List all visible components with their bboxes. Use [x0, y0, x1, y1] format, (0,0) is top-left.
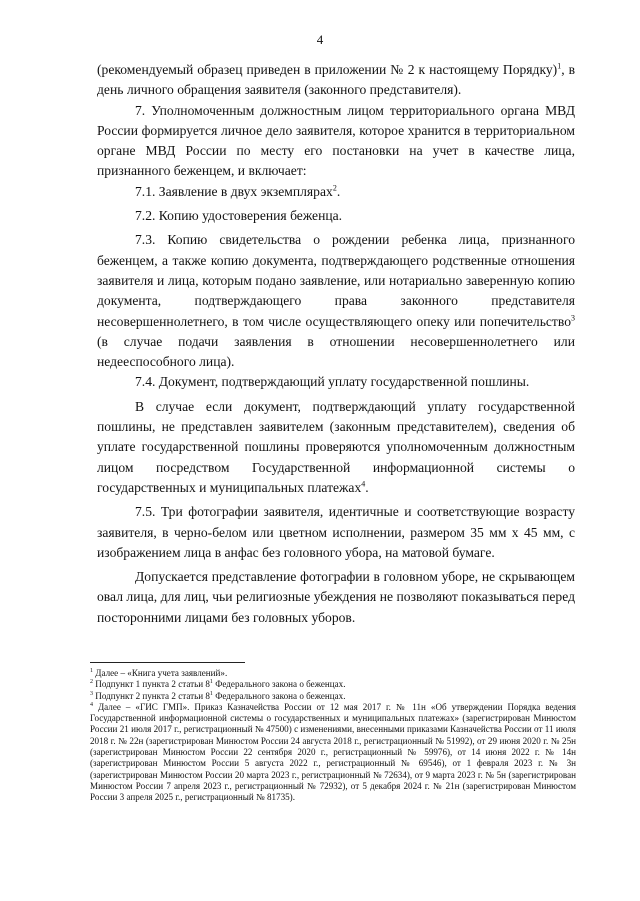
footnote-ref-4: 4 [361, 479, 366, 489]
footnote-3: $^3$ Подпункт 2 пункта 2 статьи $8^1$ Федерального закона о беженцах. [90, 690, 346, 701]
paragraph-headwear: Допускается представление фотографии в головном уборе, не скрывающем овал лица, для лиц, чьи религиозные убеждения не позволяют показываться перед посторонними лицами без головных уборов. [97, 569, 575, 625]
footnote-ref-3: 3 [571, 313, 575, 323]
footnote-ref-2: 2 [332, 183, 337, 193]
footnote-divider [90, 662, 245, 663]
paragraph-item-7-1: 7.1. Заявление в двух экземплярах$^2$. [135, 183, 341, 199]
paragraph-continuation: (рекомендуемый образец приведен в приложении № 2 к настоящему Порядку)$^1$, в день личного обращения заявителя (законного представителя). [97, 61, 575, 98]
page-number: 4 [316, 32, 324, 47]
footnote-4: $^4$ Далее – «ГИС ГМП». Приказ Казначейства России от 12 мая 2017 г. № 11н «Об утверждении Порядка ведения Государственной информационной системы о государственных и муниципальных платежах» (зарегистрирован Минюстом России 21 июля 2017 г., регистрационный № 47500) с изменениями, внесенными приказами Казначейства России от 11 июля 2018 г. № 22н (зарегистрирован Минюстом России 24 августа 2018 г., регистрационный № 51992), от 29 июня 2020 г. № 25н (зарегистрирован Минюстом России 22 сентября 2020 г., регистрационный № 59976), от 14 июня 2022 г. № 14н (зарегистрирован Минюстом России 5 августа 2022 г., регистрационный № 69546), от 1 февраля 2023 г. № 3н (зарегистрирован Минюстом России 20 марта 2023 г., регистрационный № 72634), от 9 марта 2023 г. № 5н (зарегистрирован Минюстом России 7 апреля 2023 г., регистрационный № 72932), от 5 декабря 2024 г. № 21н (зарегистрирован Минюстом России 3 апреля 2025 г., регистрационный № 81735). [90, 701, 576, 803]
footnote-ref-1: 1 [557, 61, 562, 71]
paragraph-item-7-5: 7.5. Три фотографии заявителя, идентичные и соответствующие возрасту заявителя, в черно-белом или цветном исполнении, размером 35 мм х 45 мм, с изображением лица в анфас без головного убора, на матовой бумаге. [97, 504, 575, 560]
paragraph-item-7: 7. Уполномоченным должностным лицом территориального органа МВД России формируется личное дело заявителя, которое хранится в территориальном органе МВД России по месту его постановки на учет в качестве лица, признанного беженцем, и включает: [97, 102, 575, 179]
footnotes [90, 668, 576, 804]
footnote-1: $^1$ Далее – «Книга учета заявлений». [90, 667, 228, 678]
paragraph-item-7-3: 7.3. Копию свидетельства о рождении ребенка лица, признанного беженцем, а также копию документа, подтверждающего родственные отношения заявителя и лица, которым подано заявление, или нотариально заверенную копию документа, подтверждающего права законного представителя несовершеннолетнего, в том числе осуществляющего опеку или попечительство$^3$ (в случае подачи заявления в отношении несовершеннолетнего или недееспособного лица). [97, 232, 575, 370]
footnote-2: $^2$ Подпункт 1 пункта 2 статьи $8^1$ Федерального закона о беженцах. [90, 679, 346, 690]
paragraph-item-7-4: 7.4. Документ, подтверждающий уплату государственной пошлины. [135, 374, 530, 390]
paragraph-fee-info: В случае если документ, подтверждающий уплату государственной пошлины, не представлен заявителем (законным представителем), сведения об уплате государственной пошлины проверяются уполномоченным должностным лицом посредством Государственной информационной системы о государственных и муниципальных платежах$^4$. [97, 398, 575, 495]
paragraph-item-7-2: 7.2. Копию удостоверения беженца. [135, 208, 343, 224]
body-text [97, 60, 575, 628]
